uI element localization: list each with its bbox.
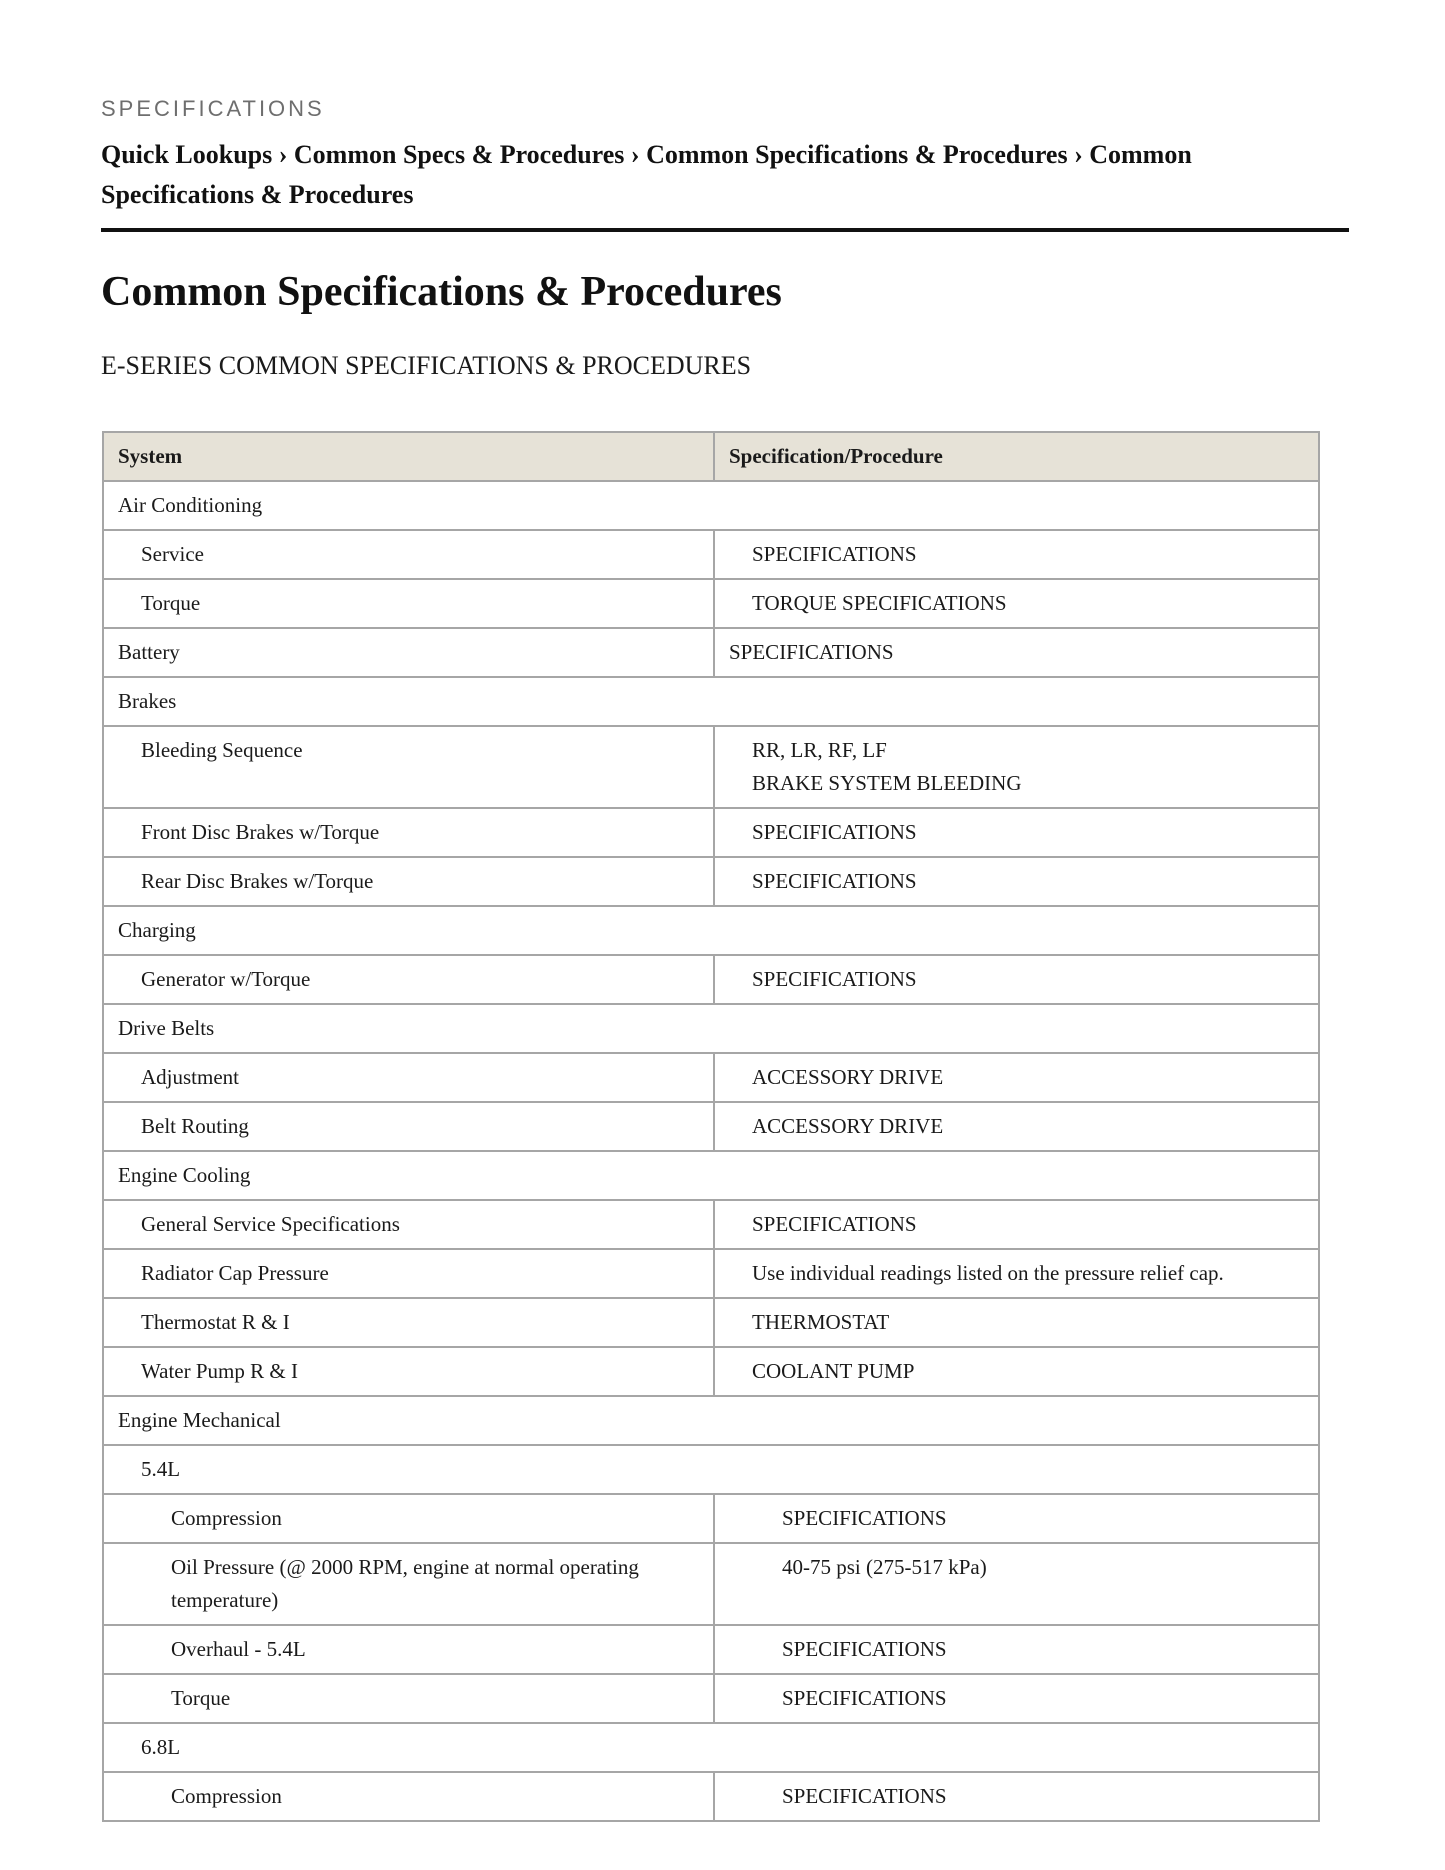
section-label: Charging	[103, 906, 1319, 955]
table-row	[103, 1625, 1319, 1674]
specifications-table	[102, 431, 1320, 1822]
table-row	[103, 1494, 1319, 1543]
specification-cell	[714, 1053, 1319, 1102]
system-label: Thermostat R & I	[103, 1298, 714, 1347]
specification-link[interactable]: SPECIFICATIONS	[782, 1784, 947, 1808]
table-row	[103, 1772, 1319, 1821]
specification-cell	[714, 1674, 1319, 1723]
specification-link[interactable]: ACCESSORY DRIVE	[752, 1114, 944, 1138]
specification-cell	[714, 1625, 1319, 1674]
table-row	[103, 808, 1319, 857]
system-label: General Service Specifications	[103, 1200, 714, 1249]
section-label: 6.8L	[103, 1723, 1319, 1772]
table-header-row	[103, 432, 1319, 481]
system-label: Generator w/Torque	[103, 955, 714, 1004]
column-header-specification: Specification/Procedure	[714, 432, 1319, 481]
specification-cell	[714, 1772, 1319, 1821]
section-label: Engine Mechanical	[103, 1396, 1319, 1445]
page-title: Common Specifications & Procedures	[101, 269, 782, 315]
specification-link[interactable]: SPECIFICATIONS	[752, 820, 917, 844]
table-section-row	[103, 1151, 1319, 1200]
table-row	[103, 530, 1319, 579]
system-label: Oil Pressure (@ 2000 RPM, engine at normal operating temperature)	[103, 1543, 714, 1625]
table-row	[103, 1298, 1319, 1347]
specification-cell	[714, 1200, 1319, 1249]
table-section-row	[103, 1723, 1319, 1772]
section-label: Air Conditioning	[103, 481, 1319, 530]
table-section-row	[103, 1004, 1319, 1053]
specification-link[interactable]: THERMOSTAT	[752, 1310, 890, 1334]
table-row	[103, 579, 1319, 628]
specification-cell	[714, 1249, 1319, 1298]
specification-cell	[714, 808, 1319, 857]
table-row	[103, 857, 1319, 906]
specification-link[interactable]: SPECIFICATIONS	[752, 869, 917, 893]
specification-cell	[714, 857, 1319, 906]
system-label: Rear Disc Brakes w/Torque	[103, 857, 714, 906]
system-label: Water Pump R & I	[103, 1347, 714, 1396]
section-label: Brakes	[103, 677, 1319, 726]
specification-cell	[714, 1347, 1319, 1396]
specification-link[interactable]: TORQUE SPECIFICATIONS	[752, 591, 1007, 615]
table-row	[103, 955, 1319, 1004]
system-label: Bleeding Sequence	[103, 726, 714, 808]
specification-value: Use individual readings listed on the pressure relief cap.	[752, 1261, 1224, 1285]
section-eyebrow: SPECIFICATIONS	[101, 96, 325, 121]
section-label: 5.4L	[103, 1445, 1319, 1494]
table-row	[103, 1200, 1319, 1249]
page-subtitle: E-SERIES COMMON SPECIFICATIONS & PROCEDURES	[101, 351, 752, 380]
specification-link[interactable]: SPECIFICATIONS	[782, 1506, 947, 1530]
system-label: Battery	[103, 628, 714, 677]
table-row	[103, 1674, 1319, 1723]
specification-link[interactable]: SPECIFICATIONS	[752, 1212, 917, 1236]
table-section-row	[103, 677, 1319, 726]
system-label: Torque	[103, 1674, 714, 1723]
specification-link[interactable]: BRAKE SYSTEM BLEEDING	[752, 771, 1022, 795]
breadcrumb[interactable]: Quick Lookups › Common Specs & Procedures › Common Specifications & Procedures › Common Specifications & Procedures	[101, 140, 1192, 209]
table-section-row	[103, 481, 1319, 530]
column-header-system: System	[103, 432, 714, 481]
specification-cell	[714, 1543, 1319, 1625]
specification-link[interactable]: SPECIFICATIONS	[782, 1637, 947, 1661]
specification-cell	[714, 955, 1319, 1004]
system-label: Torque	[103, 579, 714, 628]
specification-link[interactable]: COOLANT PUMP	[752, 1359, 915, 1383]
specification-cell	[714, 726, 1319, 808]
specification-value: 40-75 psi (275-517 kPa)	[782, 1555, 987, 1579]
table-row	[103, 1053, 1319, 1102]
table-section-row	[103, 906, 1319, 955]
table-body	[103, 481, 1319, 1821]
table-row	[103, 1543, 1319, 1625]
system-label: Compression	[103, 1494, 714, 1543]
specification-link[interactable]: ACCESSORY DRIVE	[752, 1065, 944, 1089]
system-label: Adjustment	[103, 1053, 714, 1102]
specification-cell	[714, 1102, 1319, 1151]
section-label: Drive Belts	[103, 1004, 1319, 1053]
system-label: Front Disc Brakes w/Torque	[103, 808, 714, 857]
specification-link[interactable]: SPECIFICATIONS	[752, 542, 917, 566]
system-label: Overhaul - 5.4L	[103, 1625, 714, 1674]
table-row	[103, 628, 1319, 677]
specification-link[interactable]: SPECIFICATIONS	[752, 967, 917, 991]
system-label: Belt Routing	[103, 1102, 714, 1151]
system-label: Compression	[103, 1772, 714, 1821]
specification-link[interactable]: SPECIFICATIONS	[782, 1686, 947, 1710]
table-section-row	[103, 1445, 1319, 1494]
specification-cell	[714, 1494, 1319, 1543]
specification-link[interactable]: SPECIFICATIONS	[729, 640, 894, 664]
specification-cell	[714, 530, 1319, 579]
specification-value: RR, LR, RF, LF	[752, 738, 887, 762]
specification-cell	[714, 1298, 1319, 1347]
header-divider	[101, 228, 1349, 232]
section-label: Engine Cooling	[103, 1151, 1319, 1200]
table-row	[103, 726, 1319, 808]
system-label: Radiator Cap Pressure	[103, 1249, 714, 1298]
table-row	[103, 1249, 1319, 1298]
table-row	[103, 1102, 1319, 1151]
specification-cell	[714, 628, 1319, 677]
table-section-row	[103, 1396, 1319, 1445]
table-row	[103, 1347, 1319, 1396]
specification-cell	[714, 579, 1319, 628]
system-label: Service	[103, 530, 714, 579]
